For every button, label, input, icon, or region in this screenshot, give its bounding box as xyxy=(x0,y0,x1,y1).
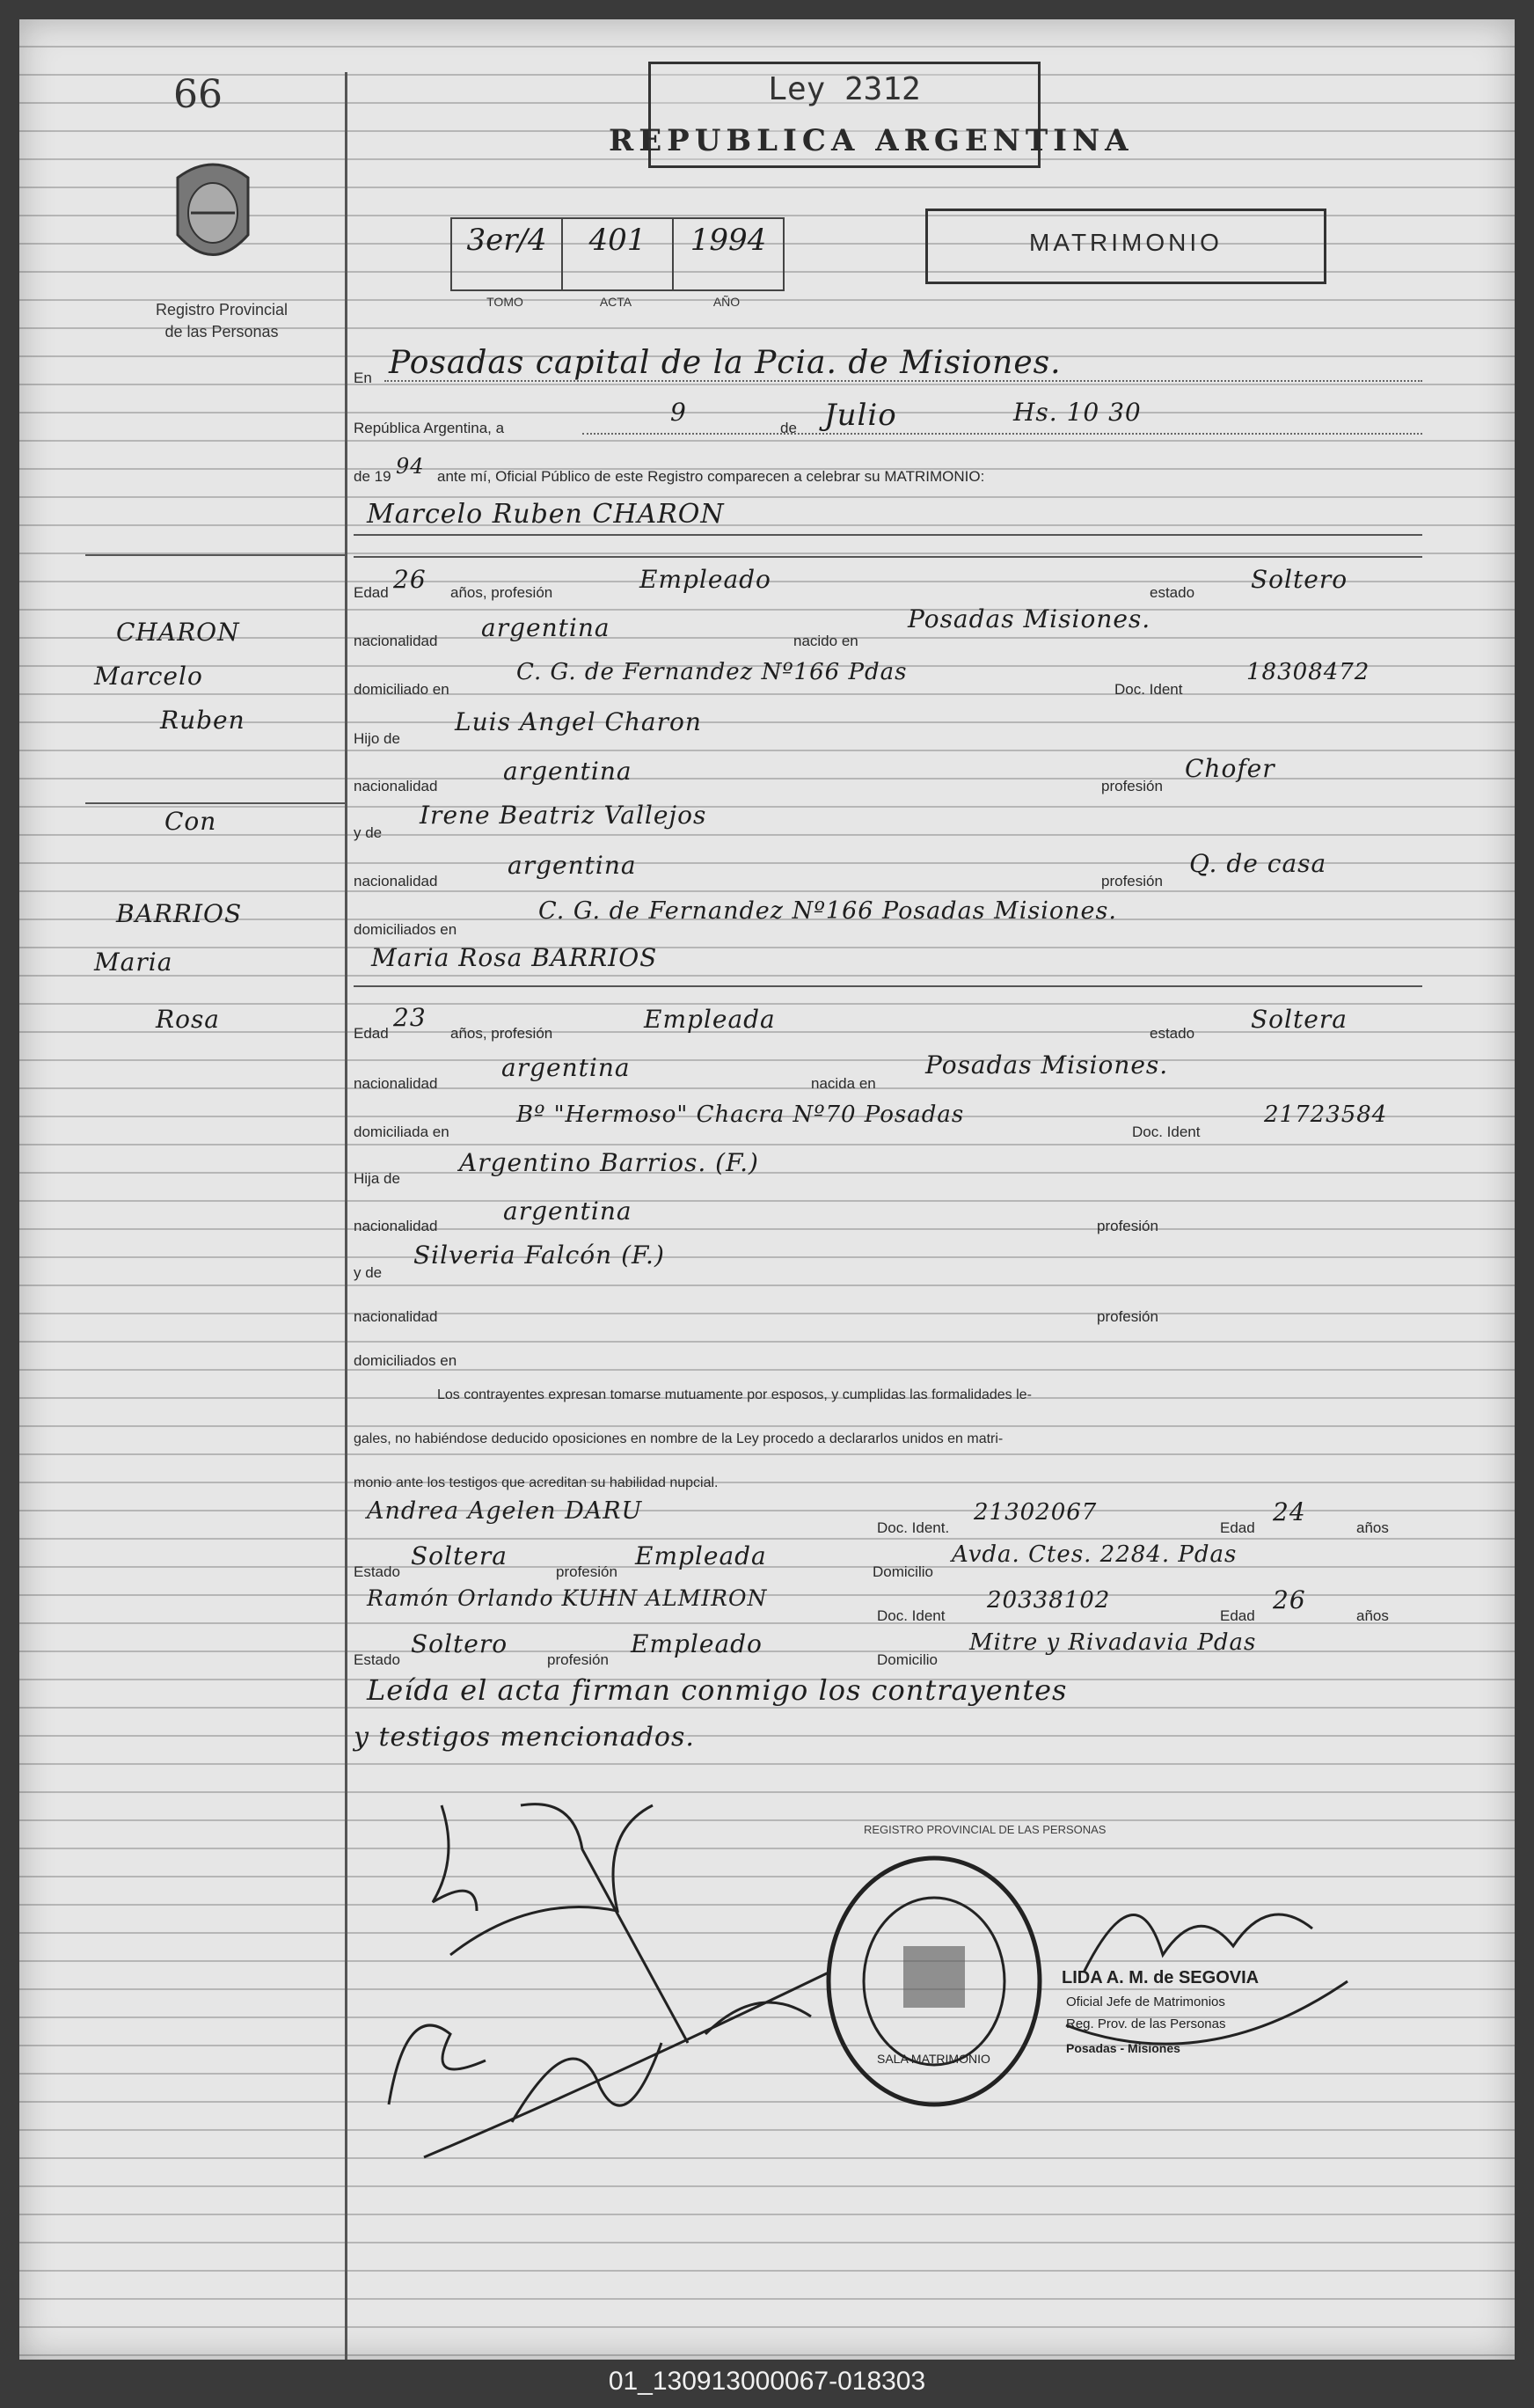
witness2-civil: Soltero xyxy=(411,1629,508,1658)
official-stamp-line3: Reg. Prov. de las Personas xyxy=(1066,2016,1226,2031)
witness2-age: 26 xyxy=(1273,1585,1306,1614)
witness1-civil-label: Estado xyxy=(354,1563,400,1580)
bride-father-label: Hija de xyxy=(354,1170,400,1187)
groom-profession: Empleado xyxy=(639,565,771,594)
margin-groom-first: Marcelo xyxy=(94,662,203,691)
witness1-doc-label: Doc. Ident. xyxy=(877,1519,950,1536)
bride-father-prof-label: profesión xyxy=(1097,1218,1158,1234)
margin-groom-surname: CHARON xyxy=(116,618,240,647)
bride-profession: Empleada xyxy=(644,1005,776,1034)
hour-value: Hs. 10 30 xyxy=(1013,398,1142,427)
groom-mother-prof-label: profesión xyxy=(1101,873,1163,889)
bride-nationality-label: nacionalidad xyxy=(354,1075,438,1092)
bride-civil-status: Soltera xyxy=(1251,1005,1348,1034)
groom-doc-label: Doc. Ident xyxy=(1114,681,1183,698)
bride-full-name: Maria Rosa BARRIOS xyxy=(371,943,658,972)
witness2-name: Ramón Orlando KUHN ALMIRON xyxy=(367,1585,768,1611)
bride-father-nat-label: nacionalidad xyxy=(354,1218,438,1234)
margin-divider xyxy=(85,554,345,556)
witness2-civil-label: Estado xyxy=(354,1651,400,1668)
groom-civil-label: estado xyxy=(1150,584,1195,601)
witness1-dom-label: Domicilio xyxy=(873,1563,933,1580)
acta-cell xyxy=(561,217,674,291)
groom-doc: 18308472 xyxy=(1246,659,1370,685)
year-suffix: 94 xyxy=(396,454,425,479)
place-value: Posadas capital de la Pcia. de Misiones. xyxy=(389,345,1062,381)
margin-divider xyxy=(85,802,345,804)
document-page xyxy=(19,19,1515,2360)
groom-mother-nat-label: nacionalidad xyxy=(354,873,438,889)
tomo-cell xyxy=(450,217,563,291)
groom-age: 26 xyxy=(393,565,427,594)
bride-mother-nat-label: nacionalidad xyxy=(354,1308,438,1325)
bride-parents-domicile-label: domiciliados en xyxy=(354,1352,457,1369)
witness2-age-label: Edad xyxy=(1220,1607,1255,1624)
groom-father-nat: argentina xyxy=(503,757,632,786)
official-seal xyxy=(820,1849,1048,2113)
witness1-name: Andrea Agelen DARU xyxy=(367,1497,643,1525)
official-stamp-line4: Posadas - Misiones xyxy=(1066,2041,1180,2055)
groom-father: Luis Angel Charon xyxy=(455,707,702,736)
bride-domicile: Bº "Hermoso" Chacra Nº70 Posadas xyxy=(516,1102,965,1128)
declaration-line2: gales, no habiéndose deducido oposiciones en nombre de la Ley procedo a declararlos unidos en matri- xyxy=(354,1431,1004,1446)
signature-stroke xyxy=(521,1804,688,2043)
witness2-prof: Empleado xyxy=(631,1629,763,1658)
bride-father: Argentino Barrios. (F.) xyxy=(459,1148,759,1177)
groom-age-label: Edad xyxy=(354,584,389,601)
groom-profession-label: años, profesión xyxy=(450,584,553,601)
registry-name-line2: de las Personas xyxy=(164,323,279,340)
page-number: 66 xyxy=(173,72,223,117)
divider xyxy=(354,985,1422,987)
bride-mother-label: y de xyxy=(354,1264,383,1281)
tomo-label: TOMO xyxy=(486,295,523,309)
official-stamp-line1: LIDA A. M. de SEGOVIA xyxy=(1062,1968,1260,1987)
margin-connector: Con xyxy=(164,807,217,836)
bride-doc-label: Doc. Ident xyxy=(1132,1123,1201,1140)
signature-stroke xyxy=(424,1973,829,2157)
witness1-civil: Soltera xyxy=(411,1541,508,1570)
witness1-age-label: Edad xyxy=(1220,1519,1255,1536)
record-type-label: MATRIMONIO xyxy=(1029,229,1223,256)
de-label: de xyxy=(780,420,797,436)
groom-father-prof: Chofer xyxy=(1185,754,1275,783)
margin-rule xyxy=(345,72,347,2360)
groom-father-label: Hijo de xyxy=(354,730,400,747)
bride-mother: Silveria Falcón (F.) xyxy=(413,1241,665,1270)
witness1-prof: Empleada xyxy=(635,1541,767,1570)
groom-nationality-label: nacionalidad xyxy=(354,633,438,649)
record-type-box xyxy=(925,209,1326,284)
dotted-line xyxy=(384,380,1422,382)
witness1-years-label: años xyxy=(1356,1519,1389,1536)
groom-born-label: nacido en xyxy=(793,633,858,649)
bride-civil-label: estado xyxy=(1150,1025,1195,1042)
acta-label: ACTA xyxy=(599,295,632,309)
declaration-line1: Los contrayentes expresan tomarse mutuamente por esposos, y cumplidas las formalidades le- xyxy=(437,1387,1032,1402)
month-value: Julio xyxy=(824,398,897,433)
republic-label: República Argentina, a xyxy=(354,420,505,436)
day-value: 9 xyxy=(670,398,687,427)
groom-mother: Irene Beatriz Vallejos xyxy=(420,801,707,830)
ano-value: 1994 xyxy=(690,223,767,258)
official-stamp-line2: Oficial Jefe de Matrimonios xyxy=(1066,1994,1225,2009)
law-stamp-text: Ley 2312 xyxy=(768,71,921,107)
witness2-prof-label: profesión xyxy=(547,1651,609,1668)
closing-line1: Leída el acta firman conmigo los contrayentes xyxy=(367,1673,1068,1707)
bride-age-label: Edad xyxy=(354,1025,389,1042)
groom-born-in: Posadas Misiones. xyxy=(908,604,1151,633)
groom-mother-prof: Q. de casa xyxy=(1189,849,1327,878)
groom-domicile-label: domiciliado en xyxy=(354,681,449,698)
year-prefix: de 19 xyxy=(354,468,391,485)
closing-line2: y testigos mencionados. xyxy=(354,1722,695,1753)
acta-value: 401 xyxy=(588,223,646,258)
bride-nationality: argentina xyxy=(501,1053,631,1082)
bride-mother-prof-label: profesión xyxy=(1097,1308,1158,1325)
en-label: En xyxy=(354,370,372,386)
country-title: REPUBLICA ARGENTINA xyxy=(609,123,1134,158)
groom-mother-nat: argentina xyxy=(508,851,637,880)
groom-father-nat-label: nacionalidad xyxy=(354,778,438,794)
margin-bride-first: Maria xyxy=(94,948,173,977)
witness2-years-label: años xyxy=(1356,1607,1389,1624)
witness2-dom: Mitre y Rivadavia Pdas xyxy=(969,1629,1257,1656)
act-number-box xyxy=(450,217,785,314)
bride-profession-label: años, profesión xyxy=(450,1025,553,1042)
groom-parents-domicile-label: domiciliados en xyxy=(354,921,457,938)
registry-name-line1: Registro Provincial xyxy=(155,301,289,318)
margin-bride-second: Rosa xyxy=(156,1005,221,1034)
image-id-caption: 01_130913000067-018303 xyxy=(608,2367,926,2396)
divider xyxy=(354,556,1422,558)
tomo-value: 3er/4 xyxy=(466,223,547,258)
divider xyxy=(354,534,1422,536)
bride-age: 23 xyxy=(393,1003,427,1032)
bride-born-in: Posadas Misiones. xyxy=(925,1050,1169,1080)
groom-mother-label: y de xyxy=(354,824,383,841)
witness1-doc: 21302067 xyxy=(974,1499,1098,1526)
witness1-age: 24 xyxy=(1273,1497,1306,1526)
groom-civil-status: Soltero xyxy=(1251,565,1348,594)
signature-stroke xyxy=(433,1805,477,1911)
witness1-prof-label: profesión xyxy=(556,1563,617,1580)
groom-nationality: argentina xyxy=(481,613,610,642)
bride-father-nat: argentina xyxy=(503,1197,632,1226)
ano-label: AÑO xyxy=(712,295,741,309)
seal-ring-text: REGISTRO PROVINCIAL DE LAS PERSONAS xyxy=(864,1823,1107,1836)
groom-full-name: Marcelo Ruben CHARON xyxy=(367,499,725,530)
signature-stroke xyxy=(389,2025,486,2104)
groom-domicile: C. G. de Fernandez Nº166 Pdas xyxy=(516,659,908,685)
signature-stroke xyxy=(450,1805,653,1955)
groom-parents-domicile: C. G. de Fernandez Nº166 Posadas Misiones. xyxy=(538,897,1117,925)
witness1-dom: Avda. Ctes. 2284. Pdas xyxy=(952,1541,1238,1568)
declaration-line3: monio ante los testigos que acreditan su habilidad nupcial. xyxy=(354,1475,719,1490)
dotted-line xyxy=(582,433,1422,435)
margin-bride-surname: BARRIOS xyxy=(116,899,243,928)
bride-doc: 21723584 xyxy=(1264,1102,1388,1128)
bride-domicile-label: domiciliada en xyxy=(354,1123,449,1140)
official-signature xyxy=(1031,1849,1365,2078)
intro-text: ante mí, Oficial Público de este Registro comparecen a celebrar su MATRIMONIO: xyxy=(437,468,985,485)
witness2-dom-label: Domicilio xyxy=(877,1651,938,1668)
witness2-doc-label: Doc. Ident xyxy=(877,1607,946,1624)
coat-of-arms-icon xyxy=(164,151,261,274)
witness2-doc: 20338102 xyxy=(987,1587,1111,1614)
margin-groom-second: Ruben xyxy=(160,706,245,735)
bride-born-label: nacida en xyxy=(811,1075,876,1092)
groom-father-prof-label: profesión xyxy=(1101,778,1163,794)
seal-inner-text: SALA MATRIMONIO xyxy=(877,2052,990,2066)
ano-cell xyxy=(672,217,785,291)
